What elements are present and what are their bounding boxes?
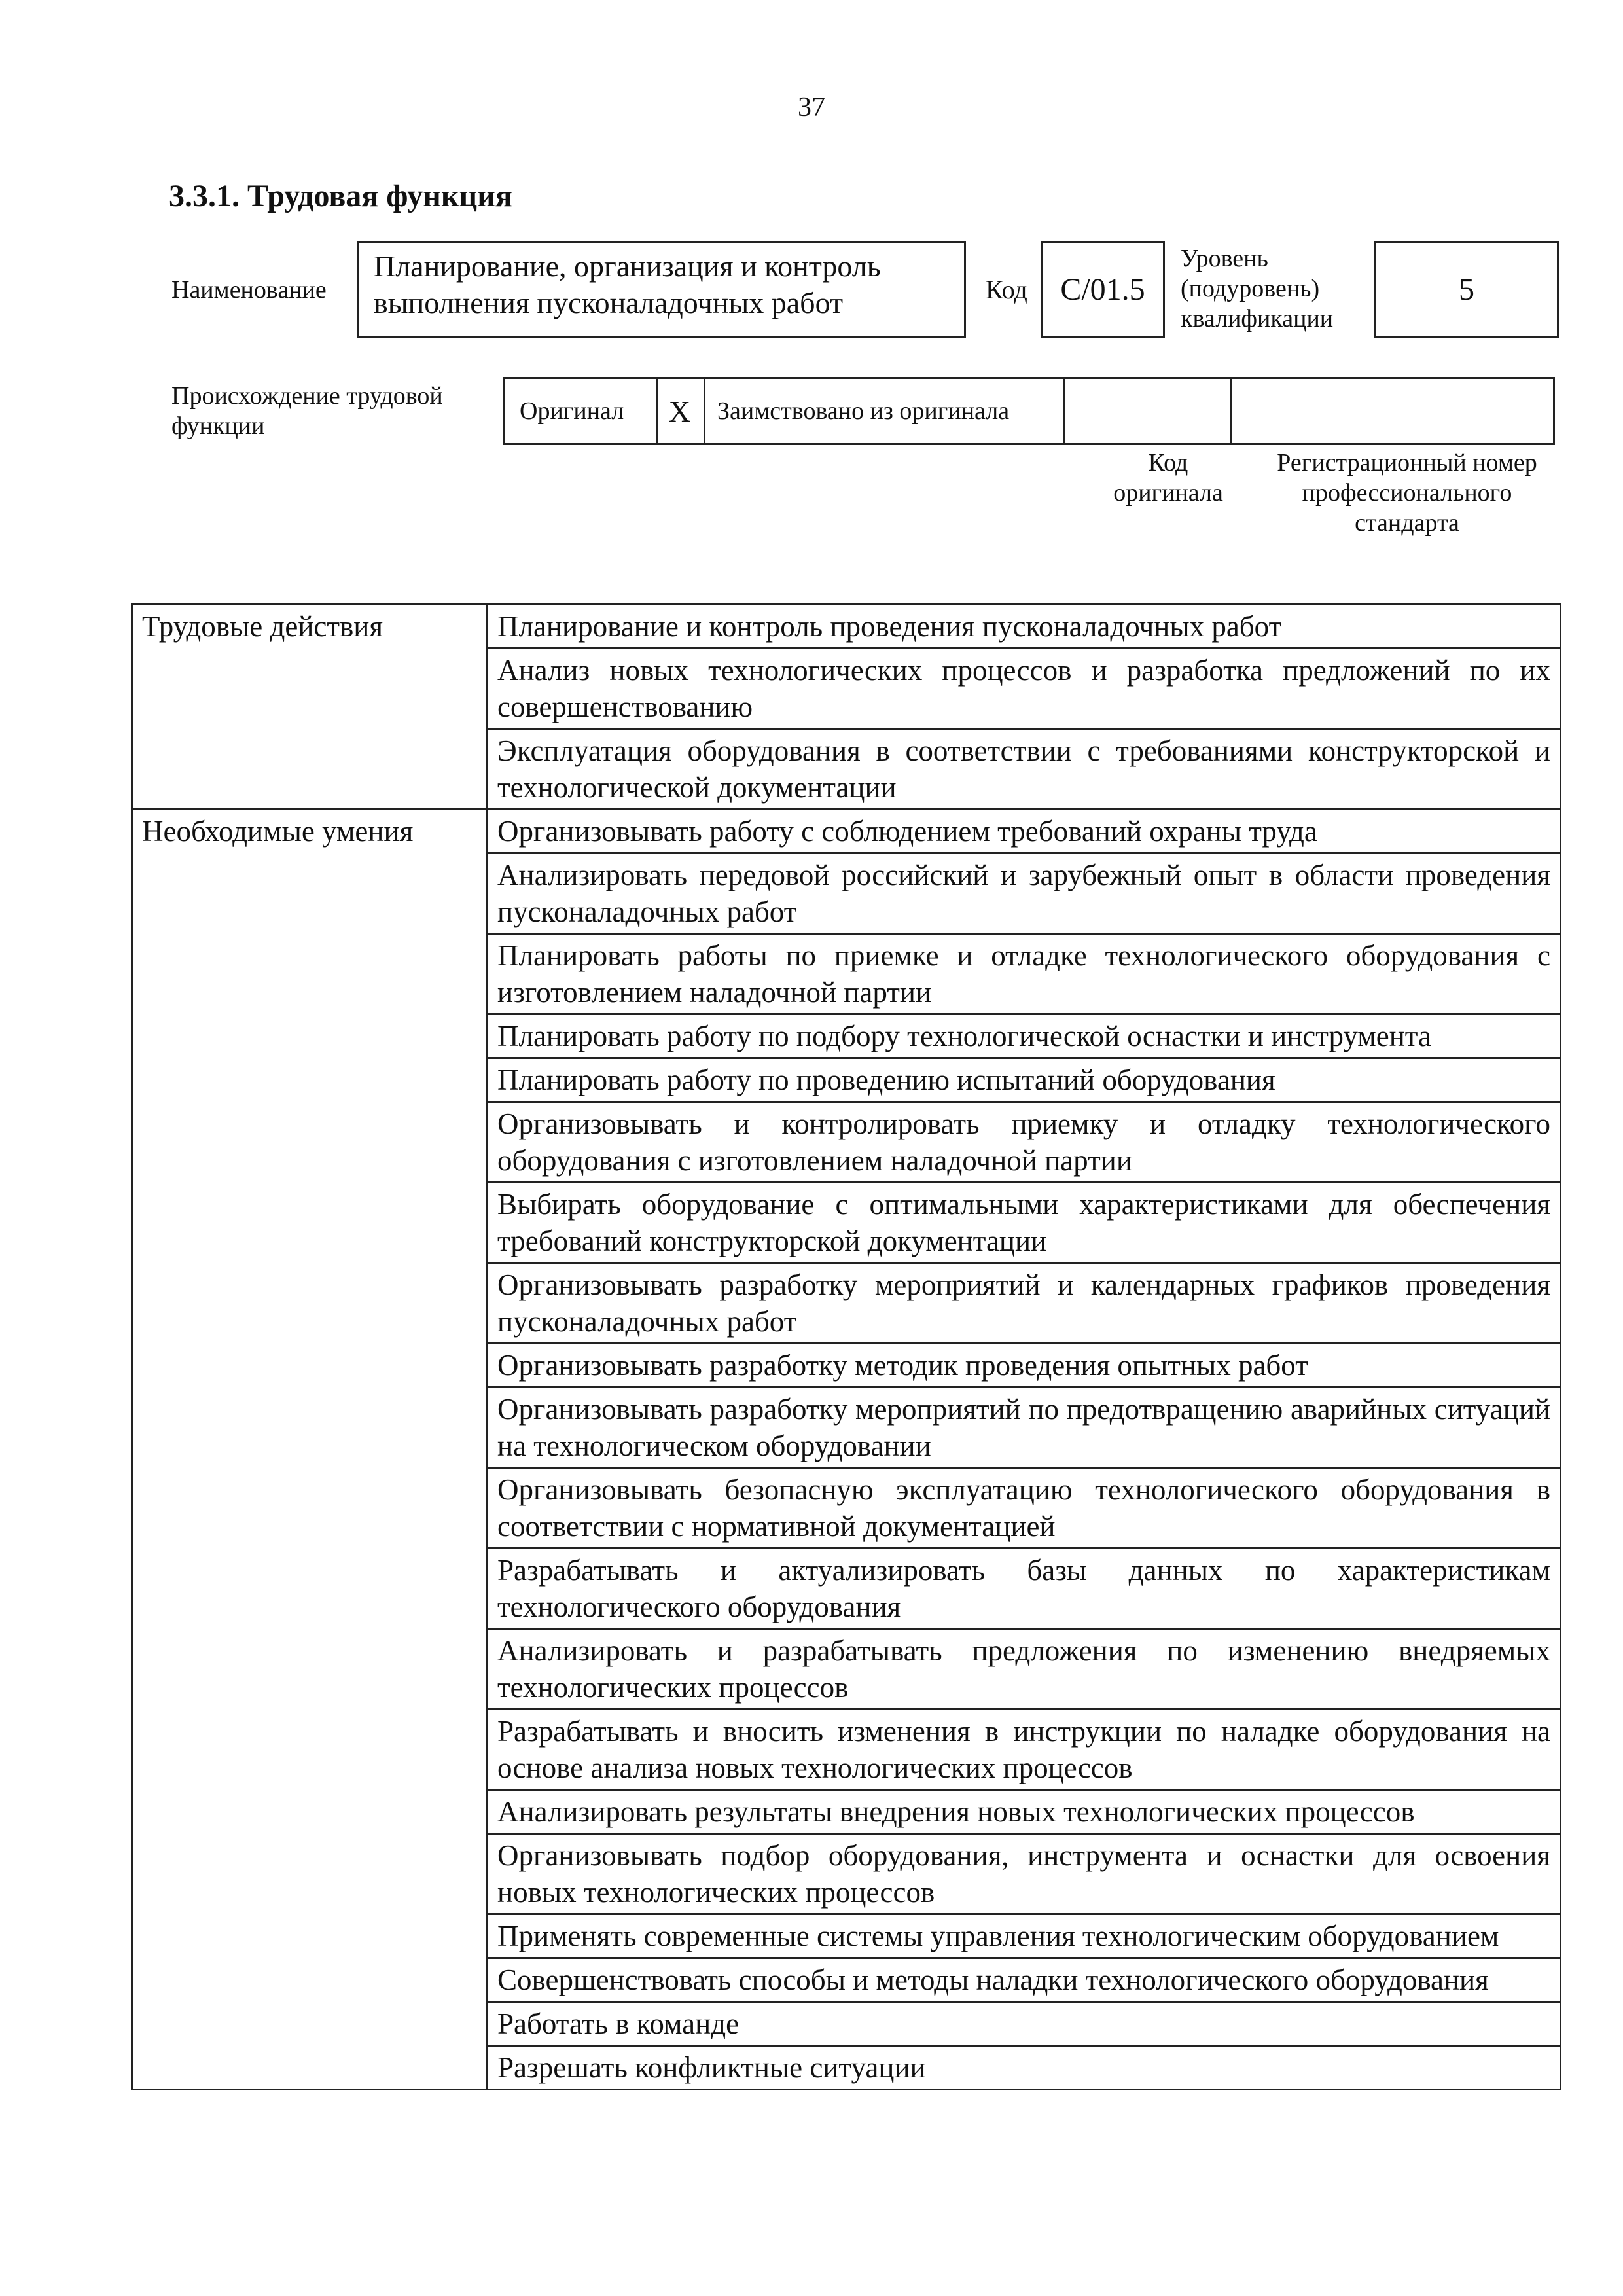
reg-number-cell <box>1230 377 1555 445</box>
item-cell: Эксплуатация оборудования в соответствии с требованиями конструкторской и технологической документации <box>488 729 1561 810</box>
item-cell: Организовывать разработку мероприятий и календарных графиков проведения пусконаладочных работ <box>488 1263 1561 1344</box>
original-mark: X <box>668 394 691 428</box>
function-name-value: Планирование, организация и контроль выполнения пусконаладочных работ <box>374 249 881 319</box>
borrowed-cell <box>704 377 1065 445</box>
item-cell: Работать в команде <box>488 2002 1561 2046</box>
item-cell: Анализировать передовой российский и зарубежный опыт в области проведения пусконаладочных работ <box>488 853 1561 934</box>
code-label: Код <box>986 275 1027 304</box>
item-cell: Выбирать оборудование с оптимальными характеристиками для обеспечения требований конструкторской документации <box>488 1183 1561 1263</box>
original-label: Оригинал <box>520 397 624 425</box>
item-cell: Планирование и контроль проведения пусконаладочных работ <box>488 605 1561 649</box>
level-box <box>1374 241 1559 338</box>
item-cell: Анализировать результаты внедрения новых технологических процессов <box>488 1790 1561 1834</box>
item-cell: Планировать работу по подбору технологической оснастки и инструмента <box>488 1014 1561 1058</box>
item-cell: Организовывать безопасную эксплуатацию технологического оборудования в соответствии с нормативной документацией <box>488 1468 1561 1549</box>
borrowed-label: Заимствовано из оригинала <box>717 397 1010 425</box>
item-cell: Анализировать и разрабатывать предложения по изменению внедряемых технологических процессов <box>488 1629 1561 1710</box>
item-cell: Разрешать конфликтные ситуации <box>488 2046 1561 2090</box>
code-box <box>1041 241 1165 338</box>
table-row <box>132 605 1561 649</box>
requirements-table <box>131 603 1561 2090</box>
name-label: Наименование <box>171 276 327 304</box>
origin-row <box>505 377 1559 445</box>
item-cell: Разрабатывать и вносить изменения в инструкции по наладке оборудования на основе анализа новых технологических процессов <box>488 1710 1561 1790</box>
page-number: 37 <box>798 92 825 122</box>
original-mark-cell <box>656 377 705 445</box>
item-cell: Разрабатывать и актуализировать базы данных по характеристикам технологического оборудования <box>488 1549 1561 1629</box>
origin-label: Происхождение трудовой функции <box>171 382 443 440</box>
item-cell: Организовывать разработку методик проведения опытных работ <box>488 1344 1561 1388</box>
category-cell: Необходимые умения <box>132 810 488 2090</box>
code-value: C/01.5 <box>1060 272 1145 307</box>
item-cell: Организовывать работу с соблюдением требований охраны труда <box>488 810 1561 853</box>
item-cell: Организовывать и контролировать приемку и отладку технологического оборудования с изготовлением наладочной партии <box>488 1102 1561 1183</box>
item-cell: Анализ новых технологических процессов и разработка предложений по их совершенствованию <box>488 649 1561 729</box>
item-cell: Совершенствовать способы и методы наладки технологического оборудования <box>488 1958 1561 2002</box>
item-cell: Применять современные системы управления технологическим оборудованием <box>488 1914 1561 1958</box>
item-cell: Организовывать разработку мероприятий по предотвращению аварийных ситуаций на технологическом оборудовании <box>488 1388 1561 1468</box>
function-name-box <box>357 241 966 338</box>
table-row <box>132 810 1561 853</box>
reg-caption: Регистрационный номер профессионального стандарта <box>1277 449 1537 537</box>
original-cell <box>503 377 658 445</box>
item-cell: Организовывать подбор оборудования, инструмента и оснастки для освоения новых технологических процессов <box>488 1834 1561 1914</box>
section-title: 3.3.1. Трудовая функция <box>169 179 512 213</box>
table-body <box>132 605 1561 2090</box>
level-value: 5 <box>1459 272 1474 307</box>
item-cell: Планировать работы по приемке и отладке технологического оборудования с изготовлением наладочной партии <box>488 934 1561 1014</box>
code-caption: Код оригинала <box>1113 449 1223 507</box>
original-code-cell <box>1063 377 1232 445</box>
category-cell: Трудовые действия <box>132 605 488 810</box>
item-cell: Планировать работу по проведению испытаний оборудования <box>488 1058 1561 1102</box>
level-label: Уровень (подуровень) квалификации <box>1181 245 1334 332</box>
